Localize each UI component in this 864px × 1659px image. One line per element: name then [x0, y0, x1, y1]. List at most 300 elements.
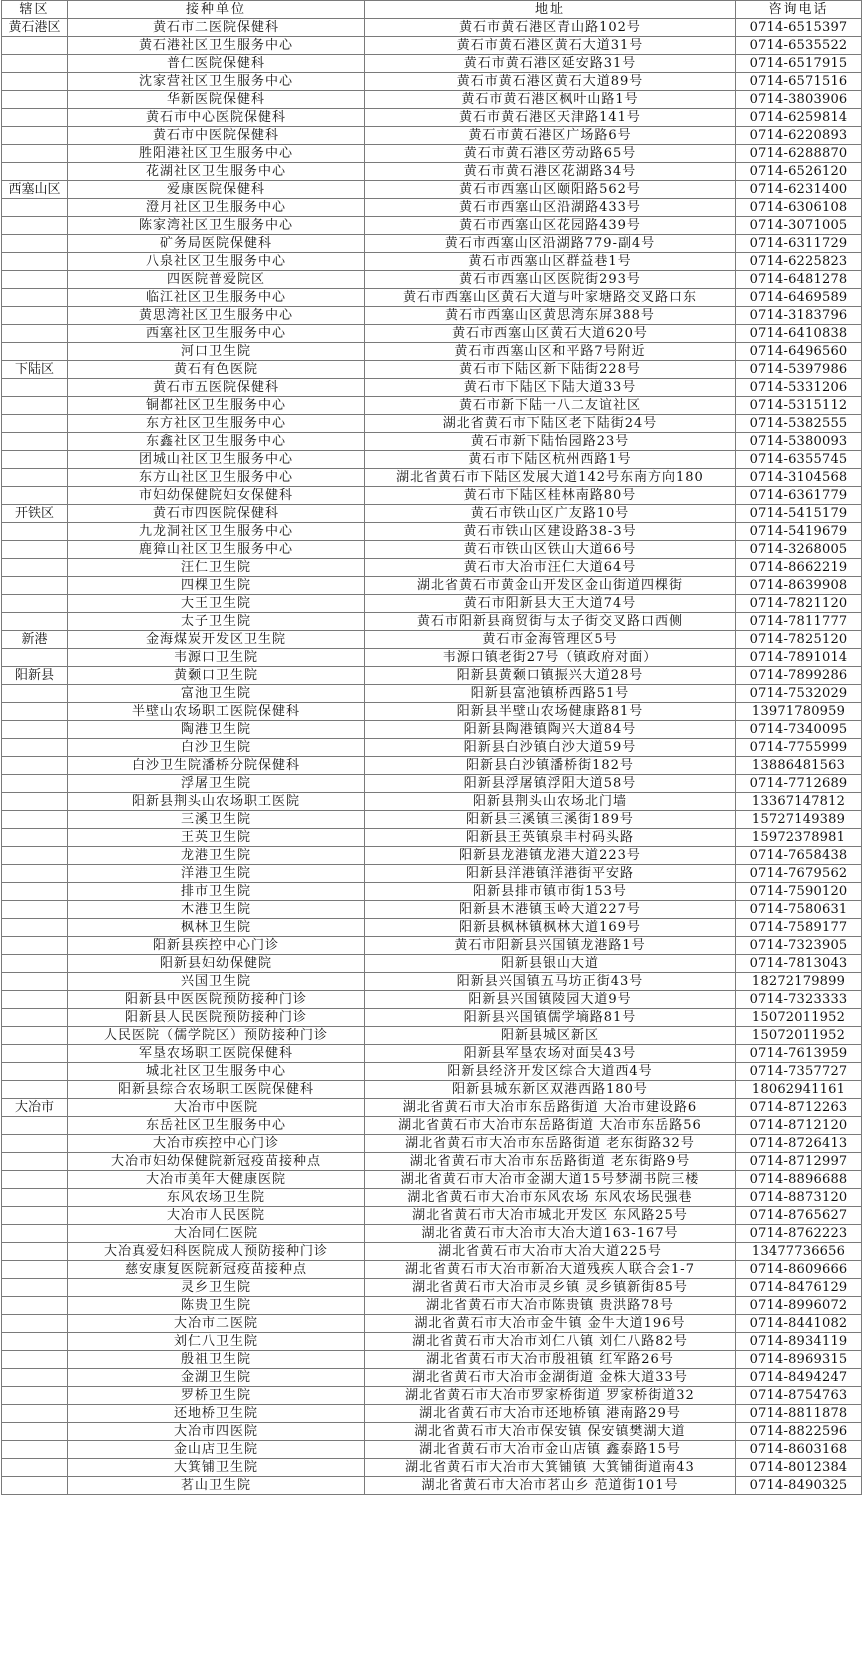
- unit-cell: 灵乡卫生院: [68, 1279, 365, 1297]
- address-cell: 黄石市铁山区建设路38-3号: [365, 523, 736, 541]
- table-row: [2, 973, 862, 991]
- table-row: [2, 1315, 862, 1333]
- phone-cell: 0714-5419679: [736, 523, 862, 541]
- table-row: [2, 1279, 862, 1297]
- unit-cell: 黄石有色医院: [68, 361, 365, 379]
- address-cell: 黄石市黄石港区劳动路65号: [365, 145, 736, 163]
- phone-cell: 0714-8754763: [736, 1387, 862, 1405]
- phone-cell: 0714-8822596: [736, 1423, 862, 1441]
- unit-cell: 团城山社区卫生服务中心: [68, 451, 365, 469]
- unit-cell: 殷祖卫生院: [68, 1351, 365, 1369]
- district-cell: [2, 1405, 68, 1423]
- table-row: [2, 865, 862, 883]
- table-row: [2, 559, 862, 577]
- unit-cell: 城北社区卫生服务中心: [68, 1063, 365, 1081]
- address-cell: 阳新县浮屠镇浮阳大道58号: [365, 775, 736, 793]
- unit-cell: 黄石港社区卫生服务中心: [68, 37, 365, 55]
- unit-cell: 兴国卫生院: [68, 973, 365, 991]
- address-cell: 湖北省黄石市大冶市大冶大道225号: [365, 1243, 736, 1261]
- table-row: [2, 1189, 862, 1207]
- unit-cell: 东风农场卫生院: [68, 1189, 365, 1207]
- district-cell: [2, 865, 68, 883]
- unit-cell: 市妇幼保健院妇女保健科: [68, 487, 365, 505]
- address-cell: 黄石市新下陆怡园路23号: [365, 433, 736, 451]
- table-row: [2, 883, 862, 901]
- table-row: [2, 325, 862, 343]
- unit-cell: 金海煤炭开发区卫生院: [68, 631, 365, 649]
- table-row: [2, 739, 862, 757]
- phone-cell: 0714-8762223: [736, 1225, 862, 1243]
- address-cell: 阳新县富池镇桥西路51号: [365, 685, 736, 703]
- unit-cell: 军垦农场职工医院保健科: [68, 1045, 365, 1063]
- address-cell: 黄石市西塞山区花园路439号: [365, 217, 736, 235]
- phone-cell: 0714-7589177: [736, 919, 862, 937]
- phone-cell: 0714-6535522: [736, 37, 862, 55]
- address-cell: 湖北省黄石市大冶市东岳路街道 老东街路9号: [365, 1153, 736, 1171]
- table-row: [2, 667, 862, 685]
- district-cell: [2, 325, 68, 343]
- address-cell: 黄石市阳新县商贸街与太子街交叉路口西侧: [365, 613, 736, 631]
- address-cell: 湖北省黄石市大冶市金湖大道15号梦湖书院三楼: [365, 1171, 736, 1189]
- address-cell: 黄石市下陆区新下陆街228号: [365, 361, 736, 379]
- address-cell: 湖北省黄石市大冶市金牛镇 金牛大道196号: [365, 1315, 736, 1333]
- district-cell: [2, 1315, 68, 1333]
- unit-cell: 铜都社区卫生服务中心: [68, 397, 365, 415]
- address-cell: 阳新县三溪镇三溪街189号: [365, 811, 736, 829]
- table-body: [2, 19, 862, 1495]
- unit-cell: 阳新县人民医院预防接种门诊: [68, 1009, 365, 1027]
- address-cell: 黄石市铁山区铁山大道66号: [365, 541, 736, 559]
- district-cell: [2, 757, 68, 775]
- phone-cell: 0714-7323905: [736, 937, 862, 955]
- district-cell: [2, 847, 68, 865]
- table-row: [2, 811, 862, 829]
- unit-cell: 阳新县中医医院预防接种门诊: [68, 991, 365, 1009]
- unit-cell: 东鑫社区卫生服务中心: [68, 433, 365, 451]
- phone-cell: 0714-6469589: [736, 289, 862, 307]
- table-row: [2, 1297, 862, 1315]
- address-cell: 黄石市西塞山区颐阳路562号: [365, 181, 736, 199]
- table-row: [2, 577, 862, 595]
- district-cell: [2, 487, 68, 505]
- unit-cell: 陈贵卫生院: [68, 1297, 365, 1315]
- district-cell: [2, 1279, 68, 1297]
- table-row: [2, 1045, 862, 1063]
- unit-cell: 茗山卫生院: [68, 1477, 365, 1495]
- table-row: [2, 1225, 862, 1243]
- table-row: [2, 1081, 862, 1099]
- district-cell: [2, 397, 68, 415]
- table-row: [2, 73, 862, 91]
- address-cell: 黄石市黄石港区青山路102号: [365, 19, 736, 37]
- address-cell: 黄石市西塞山区黄石大道与叶家塘路交叉路口东: [365, 289, 736, 307]
- address-cell: 阳新县兴国镇陵园大道9号: [365, 991, 736, 1009]
- district-cell: [2, 1423, 68, 1441]
- phone-cell: 0714-7357727: [736, 1063, 862, 1081]
- district-cell: [2, 343, 68, 361]
- table-row: [2, 1405, 862, 1423]
- table-row: [2, 199, 862, 217]
- table-row: [2, 415, 862, 433]
- table-row: [2, 1099, 862, 1117]
- table-row: [2, 1243, 862, 1261]
- district-cell: [2, 1351, 68, 1369]
- address-cell: 湖北省黄石市大冶市金湖街道 金株大道33号: [365, 1369, 736, 1387]
- phone-cell: 0714-6220893: [736, 127, 862, 145]
- district-cell: [2, 1297, 68, 1315]
- phone-cell: 13971780959: [736, 703, 862, 721]
- district-cell: [2, 73, 68, 91]
- address-cell: 湖北省黄石市大冶市灵乡镇 灵乡镇新街85号: [365, 1279, 736, 1297]
- phone-cell: 0714-5331206: [736, 379, 862, 397]
- phone-cell: 15727149389: [736, 811, 862, 829]
- district-cell: [2, 271, 68, 289]
- address-cell: 黄石市下陆区下陆大道33号: [365, 379, 736, 397]
- phone-cell: 0714-6231400: [736, 181, 862, 199]
- unit-cell: 大冶市妇幼保健院新冠疫苗接种点: [68, 1153, 365, 1171]
- district-cell: [2, 1369, 68, 1387]
- address-cell: 阳新县荆头山农场北门墙: [365, 793, 736, 811]
- unit-cell: 四棵卫生院: [68, 577, 365, 595]
- district-cell: [2, 685, 68, 703]
- address-cell: 黄石市下陆区桂林南路80号: [365, 487, 736, 505]
- table-row: [2, 505, 862, 523]
- unit-cell: 黄石市四医院保健科: [68, 505, 365, 523]
- phone-cell: 0714-8969315: [736, 1351, 862, 1369]
- table-row: [2, 1387, 862, 1405]
- table-row: [2, 433, 862, 451]
- phone-cell: 0714-6225823: [736, 253, 862, 271]
- table-row: [2, 307, 862, 325]
- table-row: [2, 829, 862, 847]
- district-cell: [2, 541, 68, 559]
- unit-cell: 枫林卫生院: [68, 919, 365, 937]
- phone-cell: 13477736656: [736, 1243, 862, 1261]
- phone-cell: 15072011952: [736, 1009, 862, 1027]
- phone-cell: 0714-6410838: [736, 325, 862, 343]
- district-cell: [2, 937, 68, 955]
- district-cell: [2, 901, 68, 919]
- table-row: [2, 649, 862, 667]
- header-district: 辖区: [2, 1, 68, 19]
- address-cell: 阳新县木港镇玉岭大道227号: [365, 901, 736, 919]
- unit-cell: 金湖卫生院: [68, 1369, 365, 1387]
- district-cell: [2, 307, 68, 325]
- address-cell: 阳新县枫林镇枫林大道169号: [365, 919, 736, 937]
- address-cell: 湖北省黄石市下陆区发展大道142号东南方向180: [365, 469, 736, 487]
- district-cell: 开铁区: [2, 505, 68, 523]
- phone-cell: 0714-8603168: [736, 1441, 862, 1459]
- unit-cell: 洋港卫生院: [68, 865, 365, 883]
- table-row: [2, 235, 862, 253]
- district-cell: [2, 1027, 68, 1045]
- district-cell: [2, 253, 68, 271]
- phone-cell: 0714-6571516: [736, 73, 862, 91]
- table-row: [2, 1369, 862, 1387]
- unit-cell: 阳新县疾控中心门诊: [68, 937, 365, 955]
- phone-cell: 0714-7825120: [736, 631, 862, 649]
- unit-cell: 普仁医院保健科: [68, 55, 365, 73]
- address-cell: 阳新县城区新区: [365, 1027, 736, 1045]
- district-cell: [2, 721, 68, 739]
- table-row: [2, 1477, 862, 1495]
- header-address: 地址: [365, 1, 736, 19]
- address-cell: 湖北省黄石市大冶市大箕铺镇 大箕铺街道南43: [365, 1459, 736, 1477]
- phone-cell: 0714-3071005: [736, 217, 862, 235]
- district-cell: [2, 91, 68, 109]
- table-row: [2, 55, 862, 73]
- table-row: [2, 595, 862, 613]
- vaccination-sites-table: [1, 0, 862, 1495]
- unit-cell: 沈家营社区卫生服务中心: [68, 73, 365, 91]
- phone-cell: 0714-6355745: [736, 451, 862, 469]
- unit-cell: 九龙洞社区卫生服务中心: [68, 523, 365, 541]
- district-cell: [2, 199, 68, 217]
- unit-cell: 阳新县妇幼保健院: [68, 955, 365, 973]
- district-cell: [2, 793, 68, 811]
- unit-cell: 白沙卫生院潘桥分院保健科: [68, 757, 365, 775]
- unit-cell: 陶港卫生院: [68, 721, 365, 739]
- header-phone: 咨询电话: [736, 1, 862, 19]
- table-row: [2, 1207, 862, 1225]
- phone-cell: 0714-7590120: [736, 883, 862, 901]
- address-cell: 阳新县半壁山农场健康路81号: [365, 703, 736, 721]
- table-row: [2, 919, 862, 937]
- unit-cell: 人民医院（儒学院区）预防接种门诊: [68, 1027, 365, 1045]
- district-cell: [2, 1063, 68, 1081]
- table-row: [2, 451, 862, 469]
- address-cell: 阳新县兴国镇五马坊正街43号: [365, 973, 736, 991]
- district-cell: [2, 217, 68, 235]
- unit-cell: 华新医院保健科: [68, 91, 365, 109]
- district-cell: [2, 1009, 68, 1027]
- district-cell: 下陆区: [2, 361, 68, 379]
- unit-cell: 金山店卫生院: [68, 1441, 365, 1459]
- phone-cell: 0714-7658438: [736, 847, 862, 865]
- unit-cell: 矿务局医院保健科: [68, 235, 365, 253]
- district-cell: [2, 703, 68, 721]
- table-row: [2, 181, 862, 199]
- address-cell: 湖北省黄石市大冶市茗山乡 范道街101号: [365, 1477, 736, 1495]
- district-cell: [2, 1387, 68, 1405]
- address-cell: 湖北省黄石市大冶市保安镇 保安镇樊湖大道: [365, 1423, 736, 1441]
- table-row: [2, 793, 862, 811]
- table-row: [2, 19, 862, 37]
- address-cell: 阳新县兴国镇儒学墒路81号: [365, 1009, 736, 1027]
- table-row: [2, 1153, 862, 1171]
- unit-cell: 黄颡口卫生院: [68, 667, 365, 685]
- district-cell: 大冶市: [2, 1099, 68, 1117]
- address-cell: 黄石市西塞山区群益巷1号: [365, 253, 736, 271]
- address-cell: 黄石市黄石港区广场路6号: [365, 127, 736, 145]
- phone-cell: 18062941161: [736, 1081, 862, 1099]
- phone-cell: 0714-7712689: [736, 775, 862, 793]
- address-cell: 湖北省黄石市大冶市刘仁八镇 刘仁八路82号: [365, 1333, 736, 1351]
- phone-cell: 0714-8726413: [736, 1135, 862, 1153]
- district-cell: [2, 649, 68, 667]
- table-row: [2, 523, 862, 541]
- district-cell: [2, 577, 68, 595]
- table-row: [2, 1423, 862, 1441]
- unit-cell: 澄月社区卫生服务中心: [68, 199, 365, 217]
- phone-cell: 0714-7323333: [736, 991, 862, 1009]
- district-cell: [2, 1153, 68, 1171]
- phone-cell: 0714-6526120: [736, 163, 862, 181]
- unit-cell: 半壁山农场职工医院保健科: [68, 703, 365, 721]
- district-cell: [2, 1135, 68, 1153]
- table-row: [2, 487, 862, 505]
- unit-cell: 太子卫生院: [68, 613, 365, 631]
- unit-cell: 黄石市五医院保健科: [68, 379, 365, 397]
- table-row: [2, 613, 862, 631]
- district-cell: [2, 739, 68, 757]
- unit-cell: 还地桥卫生院: [68, 1405, 365, 1423]
- address-cell: 黄石市黄石港区花湖路34号: [365, 163, 736, 181]
- district-cell: [2, 595, 68, 613]
- phone-cell: 0714-8811878: [736, 1405, 862, 1423]
- phone-cell: 0714-6288870: [736, 145, 862, 163]
- table-row: [2, 1261, 862, 1279]
- unit-cell: 大冶市中医院: [68, 1099, 365, 1117]
- phone-cell: 18272179899: [736, 973, 862, 991]
- phone-cell: 0714-3803906: [736, 91, 862, 109]
- district-cell: [2, 829, 68, 847]
- phone-cell: 0714-7899286: [736, 667, 862, 685]
- unit-cell: 黄石市中医院保健科: [68, 127, 365, 145]
- unit-cell: 东方社区卫生服务中心: [68, 415, 365, 433]
- unit-cell: 大冶真爱妇科医院成人预防接种门诊: [68, 1243, 365, 1261]
- phone-cell: 0714-6517915: [736, 55, 862, 73]
- phone-cell: 0714-5415179: [736, 505, 862, 523]
- district-cell: [2, 433, 68, 451]
- district-cell: [2, 1189, 68, 1207]
- phone-cell: 0714-8441082: [736, 1315, 862, 1333]
- address-cell: 阳新县白沙镇潘桥街182号: [365, 757, 736, 775]
- district-cell: [2, 379, 68, 397]
- unit-cell: 河口卫生院: [68, 343, 365, 361]
- phone-cell: 0714-8494247: [736, 1369, 862, 1387]
- district-cell: [2, 1225, 68, 1243]
- address-cell: 阳新县银山大道: [365, 955, 736, 973]
- table-row: [2, 397, 862, 415]
- phone-cell: 0714-7811777: [736, 613, 862, 631]
- address-cell: 阳新县排市镇市街153号: [365, 883, 736, 901]
- unit-cell: 刘仁八卫生院: [68, 1333, 365, 1351]
- phone-cell: 0714-7755999: [736, 739, 862, 757]
- header-row: [2, 1, 862, 19]
- unit-cell: 罗桥卫生院: [68, 1387, 365, 1405]
- table-row: [2, 1333, 862, 1351]
- unit-cell: 西塞社区卫生服务中心: [68, 325, 365, 343]
- district-cell: [2, 1333, 68, 1351]
- table-row: [2, 1171, 862, 1189]
- phone-cell: 0714-6361779: [736, 487, 862, 505]
- address-cell: 阳新县城东新区双港西路180号: [365, 1081, 736, 1099]
- unit-cell: 阳新县综合农场职工医院保健科: [68, 1081, 365, 1099]
- phone-cell: 0714-6311729: [736, 235, 862, 253]
- district-cell: [2, 1171, 68, 1189]
- table-row: [2, 1351, 862, 1369]
- address-cell: 黄石市新下陆一八二友谊社区: [365, 397, 736, 415]
- phone-cell: 0714-5382555: [736, 415, 862, 433]
- district-cell: [2, 1045, 68, 1063]
- address-cell: 阳新县军垦农场对面吴43号: [365, 1045, 736, 1063]
- phone-cell: 0714-5380093: [736, 433, 862, 451]
- unit-cell: 临江社区卫生服务中心: [68, 289, 365, 307]
- table-row: [2, 145, 862, 163]
- district-cell: [2, 1261, 68, 1279]
- address-cell: 黄石市黄石港区延安路31号: [365, 55, 736, 73]
- phone-cell: 0714-6259814: [736, 109, 862, 127]
- address-cell: 黄石市西塞山区沿湖路779-副4号: [365, 235, 736, 253]
- address-cell: 阳新县黄颡口镇振兴大道28号: [365, 667, 736, 685]
- unit-cell: 鹿獐山社区卫生服务中心: [68, 541, 365, 559]
- address-cell: 黄石市黄石港区枫叶山路1号: [365, 91, 736, 109]
- district-cell: [2, 883, 68, 901]
- table-row: [2, 991, 862, 1009]
- address-cell: 湖北省黄石市大冶市东岳路街道 大冶市东岳路56: [365, 1117, 736, 1135]
- district-cell: [2, 811, 68, 829]
- table-row: [2, 163, 862, 181]
- phone-cell: 0714-6306108: [736, 199, 862, 217]
- table-row: [2, 1135, 862, 1153]
- phone-cell: 13886481563: [736, 757, 862, 775]
- phone-cell: 0714-3268005: [736, 541, 862, 559]
- address-cell: 韦源口镇老街27号（镇政府对面）: [365, 649, 736, 667]
- table-row: [2, 379, 862, 397]
- address-cell: 湖北省黄石市大冶市新冶大道残疾人联合会1-7: [365, 1261, 736, 1279]
- address-cell: 湖北省黄石市大冶市陈贵镇 贵洪路78号: [365, 1297, 736, 1315]
- unit-cell: 大王卫生院: [68, 595, 365, 613]
- district-cell: [2, 1207, 68, 1225]
- unit-cell: 大冶市二医院: [68, 1315, 365, 1333]
- phone-cell: 0714-8765627: [736, 1207, 862, 1225]
- district-cell: [2, 1459, 68, 1477]
- phone-cell: 0714-5315112: [736, 397, 862, 415]
- address-cell: 湖北省黄石市大冶市东风农场 东风农场民强巷: [365, 1189, 736, 1207]
- phone-cell: 0714-8012384: [736, 1459, 862, 1477]
- unit-cell: 大冶市疾控中心门诊: [68, 1135, 365, 1153]
- unit-cell: 三溪卫生院: [68, 811, 365, 829]
- table-row: [2, 253, 862, 271]
- phone-cell: 0714-8934119: [736, 1333, 862, 1351]
- unit-cell: 龙港卫生院: [68, 847, 365, 865]
- phone-cell: 0714-6515397: [736, 19, 862, 37]
- phone-cell: 0714-8662219: [736, 559, 862, 577]
- phone-cell: 15972378981: [736, 829, 862, 847]
- table-row: [2, 685, 862, 703]
- address-cell: 湖北省黄石市黄金山开发区金山街道四棵街: [365, 577, 736, 595]
- district-cell: [2, 955, 68, 973]
- phone-cell: 13367147812: [736, 793, 862, 811]
- district-cell: [2, 973, 68, 991]
- district-cell: [2, 55, 68, 73]
- address-cell: 湖北省黄石市大冶市大冶大道163-167号: [365, 1225, 736, 1243]
- table-row: [2, 361, 862, 379]
- address-cell: 黄石市西塞山区黄思湾东屏388号: [365, 307, 736, 325]
- address-cell: 黄石市金海管理区5号: [365, 631, 736, 649]
- header-unit: 接种单位: [68, 1, 365, 19]
- address-cell: 黄石市黄石港区黄石大道31号: [365, 37, 736, 55]
- table-row: [2, 109, 862, 127]
- district-cell: [2, 469, 68, 487]
- address-cell: 黄石市西塞山区沿湖路433号: [365, 199, 736, 217]
- table-row: [2, 847, 862, 865]
- address-cell: 黄石市阳新县大王大道74号: [365, 595, 736, 613]
- district-cell: [2, 289, 68, 307]
- phone-cell: 0714-7891014: [736, 649, 862, 667]
- address-cell: 阳新县白沙镇白沙大道59号: [365, 739, 736, 757]
